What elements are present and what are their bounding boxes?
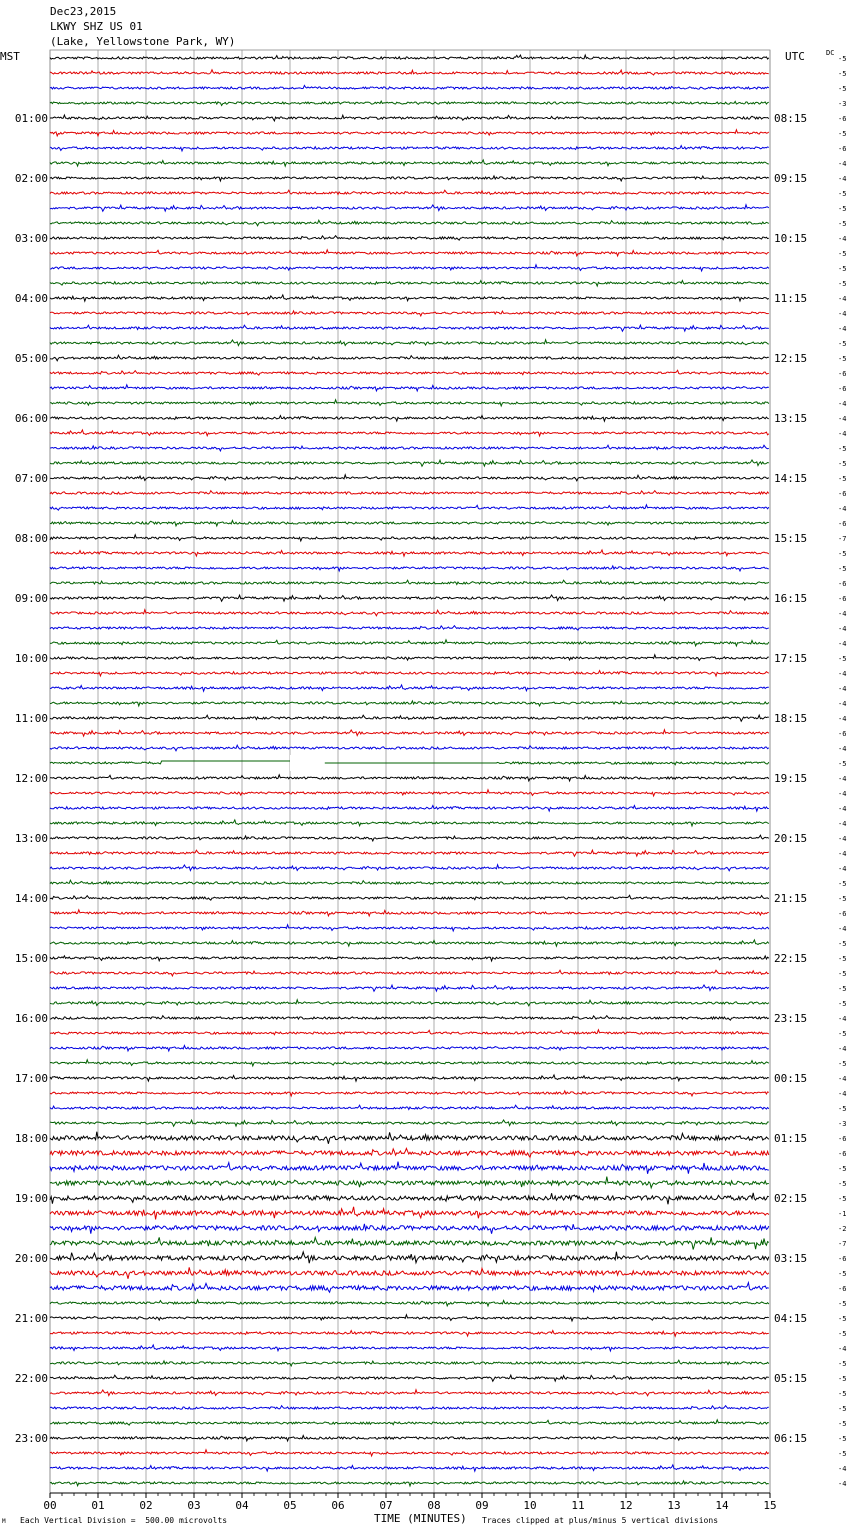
trace-value-label: -4 xyxy=(838,1015,847,1023)
trace-value-label: -5 xyxy=(838,1060,847,1068)
trace-61 xyxy=(50,970,769,976)
hour-label-left: 22:00 xyxy=(14,1372,48,1385)
hour-label-right: 15:15 xyxy=(774,532,808,545)
trace-59 xyxy=(50,940,769,946)
trace-50 xyxy=(50,806,769,812)
trace-value-label: -6 xyxy=(838,580,847,588)
trace-14 xyxy=(50,265,769,271)
trace-value-label: -5 xyxy=(838,1390,847,1398)
hour-label-left: 04:00 xyxy=(14,292,48,305)
trace-0 xyxy=(50,55,769,59)
trace-value-label: -4 xyxy=(838,835,847,843)
trace-value-label: -5 xyxy=(838,565,847,573)
x-tick-label: 00 xyxy=(43,1499,57,1512)
trace-value-label: -4 xyxy=(838,925,847,933)
trace-84 xyxy=(50,1315,769,1321)
trace-4 xyxy=(50,115,769,121)
trace-value-label: -5 xyxy=(838,1105,847,1113)
hour-label-left: 23:00 xyxy=(14,1432,48,1445)
hour-label-left: 03:00 xyxy=(14,232,48,245)
trace-value-label: -6 xyxy=(838,595,847,603)
trace-20 xyxy=(50,355,769,361)
trace-42 xyxy=(50,685,769,691)
trace-value-label: -4 xyxy=(838,415,847,423)
trace-8 xyxy=(50,176,769,181)
hour-label-left: 08:00 xyxy=(14,532,48,545)
hour-label-left: 05:00 xyxy=(14,352,48,365)
trace-82 xyxy=(50,1283,769,1293)
trace-value-label: -4 xyxy=(838,160,847,168)
trace-91 xyxy=(50,1420,769,1425)
hour-label-left: 01:00 xyxy=(14,112,48,125)
trace-7 xyxy=(50,160,769,166)
trace-30 xyxy=(50,505,769,510)
trace-45 xyxy=(50,730,769,736)
trace-53 xyxy=(50,850,769,856)
hour-label-left: 20:00 xyxy=(14,1252,48,1265)
hour-label-right: 03:15 xyxy=(774,1252,808,1265)
trace-value-label: -6 xyxy=(838,520,847,528)
trace-value-label: -5 xyxy=(838,1315,847,1323)
timezone-left: MST xyxy=(0,50,20,63)
trace-value-label: -5 xyxy=(838,880,847,888)
hour-label-left: 11:00 xyxy=(14,712,48,725)
hour-label-right: 16:15 xyxy=(774,592,808,605)
hour-label-left: 16:00 xyxy=(14,1012,48,1025)
trace-value-label: -4 xyxy=(838,625,847,633)
trace-value-label: -5 xyxy=(838,1420,847,1428)
trace-32 xyxy=(50,535,769,541)
trace-16 xyxy=(50,295,769,301)
x-tick-label: 08 xyxy=(427,1499,441,1512)
trace-3 xyxy=(50,101,769,105)
hour-label-right: 10:15 xyxy=(774,232,808,245)
trace-value-label: -4 xyxy=(838,820,847,828)
trace-value-label: -5 xyxy=(838,655,847,663)
trace-39 xyxy=(50,640,769,646)
x-tick-label: 14 xyxy=(715,1499,729,1512)
trace-9 xyxy=(50,190,769,194)
trace-25 xyxy=(50,430,769,436)
trace-value-label: -4 xyxy=(838,775,847,783)
trace-value-label: -7 xyxy=(838,535,847,543)
trace-value-label: -5 xyxy=(838,1405,847,1413)
x-axis-label: TIME (MINUTES) xyxy=(374,1512,467,1525)
trace-value-label: -5 xyxy=(838,70,847,78)
trace-64 xyxy=(50,1016,769,1020)
x-tick-label: 02 xyxy=(139,1499,153,1512)
trace-23 xyxy=(50,400,769,406)
trace-value-label: -5 xyxy=(838,1165,847,1173)
trace-70 xyxy=(50,1105,769,1109)
trace-value-label: -5 xyxy=(838,970,847,978)
trace-17 xyxy=(50,311,769,316)
trace-55 xyxy=(50,880,769,884)
trace-value-label: -4 xyxy=(838,1345,847,1353)
trace-value-label: -5 xyxy=(838,1360,847,1368)
trace-value-label: -4 xyxy=(838,685,847,693)
station-location: (Lake, Yellowstone Park, WY) xyxy=(50,35,236,48)
trace-value-label: -6 xyxy=(838,1135,847,1143)
trace-value-label: -4 xyxy=(838,295,847,303)
trace-88 xyxy=(50,1375,769,1381)
trace-51 xyxy=(50,820,769,826)
trace-value-label: -6 xyxy=(838,910,847,918)
trace-value-label: -4 xyxy=(838,805,847,813)
hour-label-left: 12:00 xyxy=(14,772,48,785)
trace-value-label: -4 xyxy=(838,1075,847,1083)
hour-label-left: 18:00 xyxy=(14,1132,48,1145)
hour-label-right: 12:15 xyxy=(774,352,808,365)
hour-label-left: 19:00 xyxy=(14,1192,48,1205)
trace-value-label: -4 xyxy=(838,1090,847,1098)
trace-94 xyxy=(50,1465,769,1471)
trace-value-label: -3 xyxy=(838,100,847,108)
trace-value-label: -4 xyxy=(838,505,847,513)
trace-92 xyxy=(50,1436,769,1441)
trace-value-label: -5 xyxy=(838,220,847,228)
trace-value-label: -5 xyxy=(838,130,847,138)
hour-label-left: 13:00 xyxy=(14,832,48,845)
trace-11 xyxy=(50,220,769,226)
x-tick-label: 12 xyxy=(619,1499,633,1512)
trace-value-label: -5 xyxy=(838,550,847,558)
trace-29 xyxy=(50,491,769,495)
x-tick-label: 10 xyxy=(523,1499,537,1512)
trace-value-label: -2 xyxy=(838,1225,847,1233)
trace-value-label: -4 xyxy=(838,310,847,318)
trace-63 xyxy=(50,1000,769,1006)
trace-value-label: -3 xyxy=(838,1120,847,1128)
trace-86 xyxy=(50,1345,769,1351)
trace-value-label: -6 xyxy=(838,1285,847,1293)
trace-48 xyxy=(50,775,769,781)
trace-71 xyxy=(50,1120,769,1126)
trace-34 xyxy=(50,566,769,571)
x-tick-label: 05 xyxy=(283,1499,297,1512)
hour-label-left: 06:00 xyxy=(14,412,48,425)
x-tick-label: 04 xyxy=(235,1499,249,1512)
trace-value-label: -4 xyxy=(838,850,847,858)
trace-value-label: -5 xyxy=(838,1375,847,1383)
hour-label-right: 17:15 xyxy=(774,652,808,665)
trace-value-label: -5 xyxy=(838,1180,847,1188)
trace-15 xyxy=(50,281,769,287)
trace-value-label: -5 xyxy=(838,1330,847,1338)
trace-value-label: -6 xyxy=(838,1255,847,1263)
hour-label-right: 22:15 xyxy=(774,952,808,965)
trace-49 xyxy=(50,790,769,796)
hour-label-right: 01:15 xyxy=(774,1132,808,1145)
trace-43 xyxy=(50,701,769,706)
trace-44 xyxy=(50,715,769,721)
hour-label-right: 11:15 xyxy=(774,292,808,305)
trace-value-label: -5 xyxy=(838,1000,847,1008)
trace-89 xyxy=(50,1390,769,1396)
trace-69 xyxy=(50,1091,769,1096)
trace-46 xyxy=(50,745,769,751)
hour-label-left: 10:00 xyxy=(14,652,48,665)
hour-label-right: 21:15 xyxy=(774,892,808,905)
trace-value-label: -5 xyxy=(838,445,847,453)
trace-5 xyxy=(50,130,769,136)
x-tick-label: 11 xyxy=(571,1499,585,1512)
trace-value-label: -5 xyxy=(838,1300,847,1308)
trace-value-label: -4 xyxy=(838,790,847,798)
trace-value-label: -6 xyxy=(838,385,847,393)
trace-24 xyxy=(50,416,769,422)
hour-label-right: 02:15 xyxy=(774,1192,808,1205)
trace-value-label: -5 xyxy=(838,895,847,903)
trace-77 xyxy=(50,1207,769,1220)
trace-value-label: -5 xyxy=(838,940,847,948)
trace-85 xyxy=(50,1331,769,1337)
trace-19 xyxy=(50,340,769,346)
trace-33 xyxy=(50,550,769,556)
trace-40 xyxy=(50,655,769,661)
trace-68 xyxy=(50,1075,769,1081)
trace-value-label: -5 xyxy=(838,250,847,258)
trace-31 xyxy=(50,521,769,526)
trace-value-label: -6 xyxy=(838,115,847,123)
trace-value-label: -5 xyxy=(838,955,847,963)
hour-label-left: 15:00 xyxy=(14,952,48,965)
trace-value-label: -5 xyxy=(838,280,847,288)
hour-label-right: 08:15 xyxy=(774,112,808,125)
trace-value-label: -4 xyxy=(838,745,847,753)
trace-value-label: -5 xyxy=(838,85,847,93)
trace-83 xyxy=(50,1300,769,1306)
trace-value-label: -5 xyxy=(838,190,847,198)
hour-label-right: 04:15 xyxy=(774,1312,808,1325)
trace-95 xyxy=(50,1481,769,1486)
trace-36 xyxy=(50,595,769,601)
trace-2 xyxy=(50,85,769,89)
trace-76 xyxy=(50,1193,769,1204)
trace-value-label: -4 xyxy=(838,175,847,183)
hour-label-right: 14:15 xyxy=(774,472,808,485)
trace-value-label: -4 xyxy=(838,400,847,408)
trace-56 xyxy=(50,895,769,900)
trace-value-label: -5 xyxy=(838,265,847,273)
scale-note: Each Vertical Division = 500.00 microvolts xyxy=(20,1516,228,1525)
trace-value-label: -5 xyxy=(838,475,847,483)
trace-81 xyxy=(50,1267,769,1278)
timezone-right: UTC xyxy=(785,50,805,63)
footer-mark: M xyxy=(2,1518,6,1525)
hour-label-right: 06:15 xyxy=(774,1432,808,1445)
trace-60 xyxy=(50,956,769,961)
trace-13 xyxy=(50,250,769,256)
hour-label-left: 14:00 xyxy=(14,892,48,905)
trace-6 xyxy=(50,146,769,151)
hour-label-left: 09:00 xyxy=(14,592,48,605)
trace-74 xyxy=(50,1162,769,1174)
trace-47 xyxy=(50,761,769,765)
trace-value-label: -4 xyxy=(838,325,847,333)
trace-value-label: -5 xyxy=(838,1435,847,1443)
trace-58 xyxy=(50,925,769,931)
x-tick-label: 15 xyxy=(763,1499,777,1512)
hour-label-right: 23:15 xyxy=(774,1012,808,1025)
trace-38 xyxy=(50,626,769,630)
x-tick-label: 01 xyxy=(91,1499,105,1512)
x-tick-label: 13 xyxy=(667,1499,681,1512)
trace-value-label: -4 xyxy=(838,430,847,438)
trace-value-label: -4 xyxy=(838,865,847,873)
trace-22 xyxy=(50,385,769,391)
hour-label-right: 19:15 xyxy=(774,772,808,785)
trace-value-label: -5 xyxy=(838,460,847,468)
station-code: LKWY SHZ US 01 xyxy=(50,20,143,33)
trace-12 xyxy=(50,236,769,240)
x-tick-label: 03 xyxy=(187,1499,201,1512)
trace-value-label: -5 xyxy=(838,1450,847,1458)
x-tick-label: 09 xyxy=(475,1499,489,1512)
trace-62 xyxy=(50,985,769,991)
trace-value-label: -1 xyxy=(838,1210,847,1218)
trace-21 xyxy=(50,370,769,375)
trace-value-label: -5 xyxy=(838,1270,847,1278)
hour-label-right: 13:15 xyxy=(774,412,808,425)
trace-26 xyxy=(50,445,769,451)
trace-66 xyxy=(50,1046,769,1051)
x-tick-label: 06 xyxy=(331,1499,345,1512)
hour-label-right: 20:15 xyxy=(774,832,808,845)
trace-57 xyxy=(50,910,769,916)
trace-35 xyxy=(50,580,769,584)
trace-value-label: -4 xyxy=(838,235,847,243)
trace-80 xyxy=(50,1252,769,1264)
trace-value-label: -6 xyxy=(838,1150,847,1158)
trace-value-label: -4 xyxy=(838,610,847,618)
clip-note: Traces clipped at plus/minus 5 vertical divisions xyxy=(482,1516,719,1525)
trace-value-label: -7 xyxy=(838,1240,847,1248)
trace-90 xyxy=(50,1406,769,1410)
dc-label: DC xyxy=(826,49,835,57)
trace-value-label: -4 xyxy=(838,670,847,678)
trace-79 xyxy=(50,1237,769,1249)
trace-value-label: -5 xyxy=(838,55,847,63)
trace-value-label: -5 xyxy=(838,1030,847,1038)
hour-label-left: 07:00 xyxy=(14,472,48,485)
x-tick-label: 07 xyxy=(379,1499,393,1512)
trace-93 xyxy=(50,1450,769,1456)
trace-value-label: -4 xyxy=(838,1045,847,1053)
trace-52 xyxy=(50,835,769,841)
trace-73 xyxy=(50,1148,769,1157)
trace-value-label: -5 xyxy=(838,340,847,348)
trace-87 xyxy=(50,1360,769,1366)
trace-65 xyxy=(50,1030,769,1035)
hour-label-right: 00:15 xyxy=(774,1072,808,1085)
trace-value-label: -6 xyxy=(838,730,847,738)
trace-value-label: -5 xyxy=(838,760,847,768)
hour-label-right: 05:15 xyxy=(774,1372,808,1385)
trace-67 xyxy=(50,1060,769,1066)
hour-label-right: 09:15 xyxy=(774,172,808,185)
trace-28 xyxy=(50,475,769,481)
trace-27 xyxy=(50,460,769,466)
trace-value-label: -4 xyxy=(838,640,847,648)
hour-label-left: 17:00 xyxy=(14,1072,48,1085)
trace-41 xyxy=(50,671,769,677)
data-gap xyxy=(290,755,324,771)
chart-date: Dec23,2015 xyxy=(50,5,117,18)
trace-value-label: -4 xyxy=(838,715,847,723)
trace-value-label: -5 xyxy=(838,985,847,993)
trace-value-label: -5 xyxy=(838,205,847,213)
trace-75 xyxy=(50,1177,769,1188)
trace-18 xyxy=(50,325,769,331)
trace-value-label: -5 xyxy=(838,355,847,363)
trace-37 xyxy=(50,610,769,616)
trace-value-label: -6 xyxy=(838,370,847,378)
trace-value-label: -4 xyxy=(838,700,847,708)
trace-78 xyxy=(50,1224,769,1234)
trace-value-label: -6 xyxy=(838,145,847,153)
trace-72 xyxy=(50,1132,769,1144)
hour-label-right: 18:15 xyxy=(774,712,808,725)
trace-1 xyxy=(50,70,769,75)
trace-10 xyxy=(50,205,769,211)
hour-label-left: 02:00 xyxy=(14,172,48,185)
trace-value-label: -6 xyxy=(838,490,847,498)
trace-54 xyxy=(50,865,769,871)
trace-value-label: -4 xyxy=(838,1480,847,1488)
trace-value-label: -4 xyxy=(838,1465,847,1473)
trace-value-label: -5 xyxy=(838,1195,847,1203)
hour-label-left: 21:00 xyxy=(14,1312,48,1325)
